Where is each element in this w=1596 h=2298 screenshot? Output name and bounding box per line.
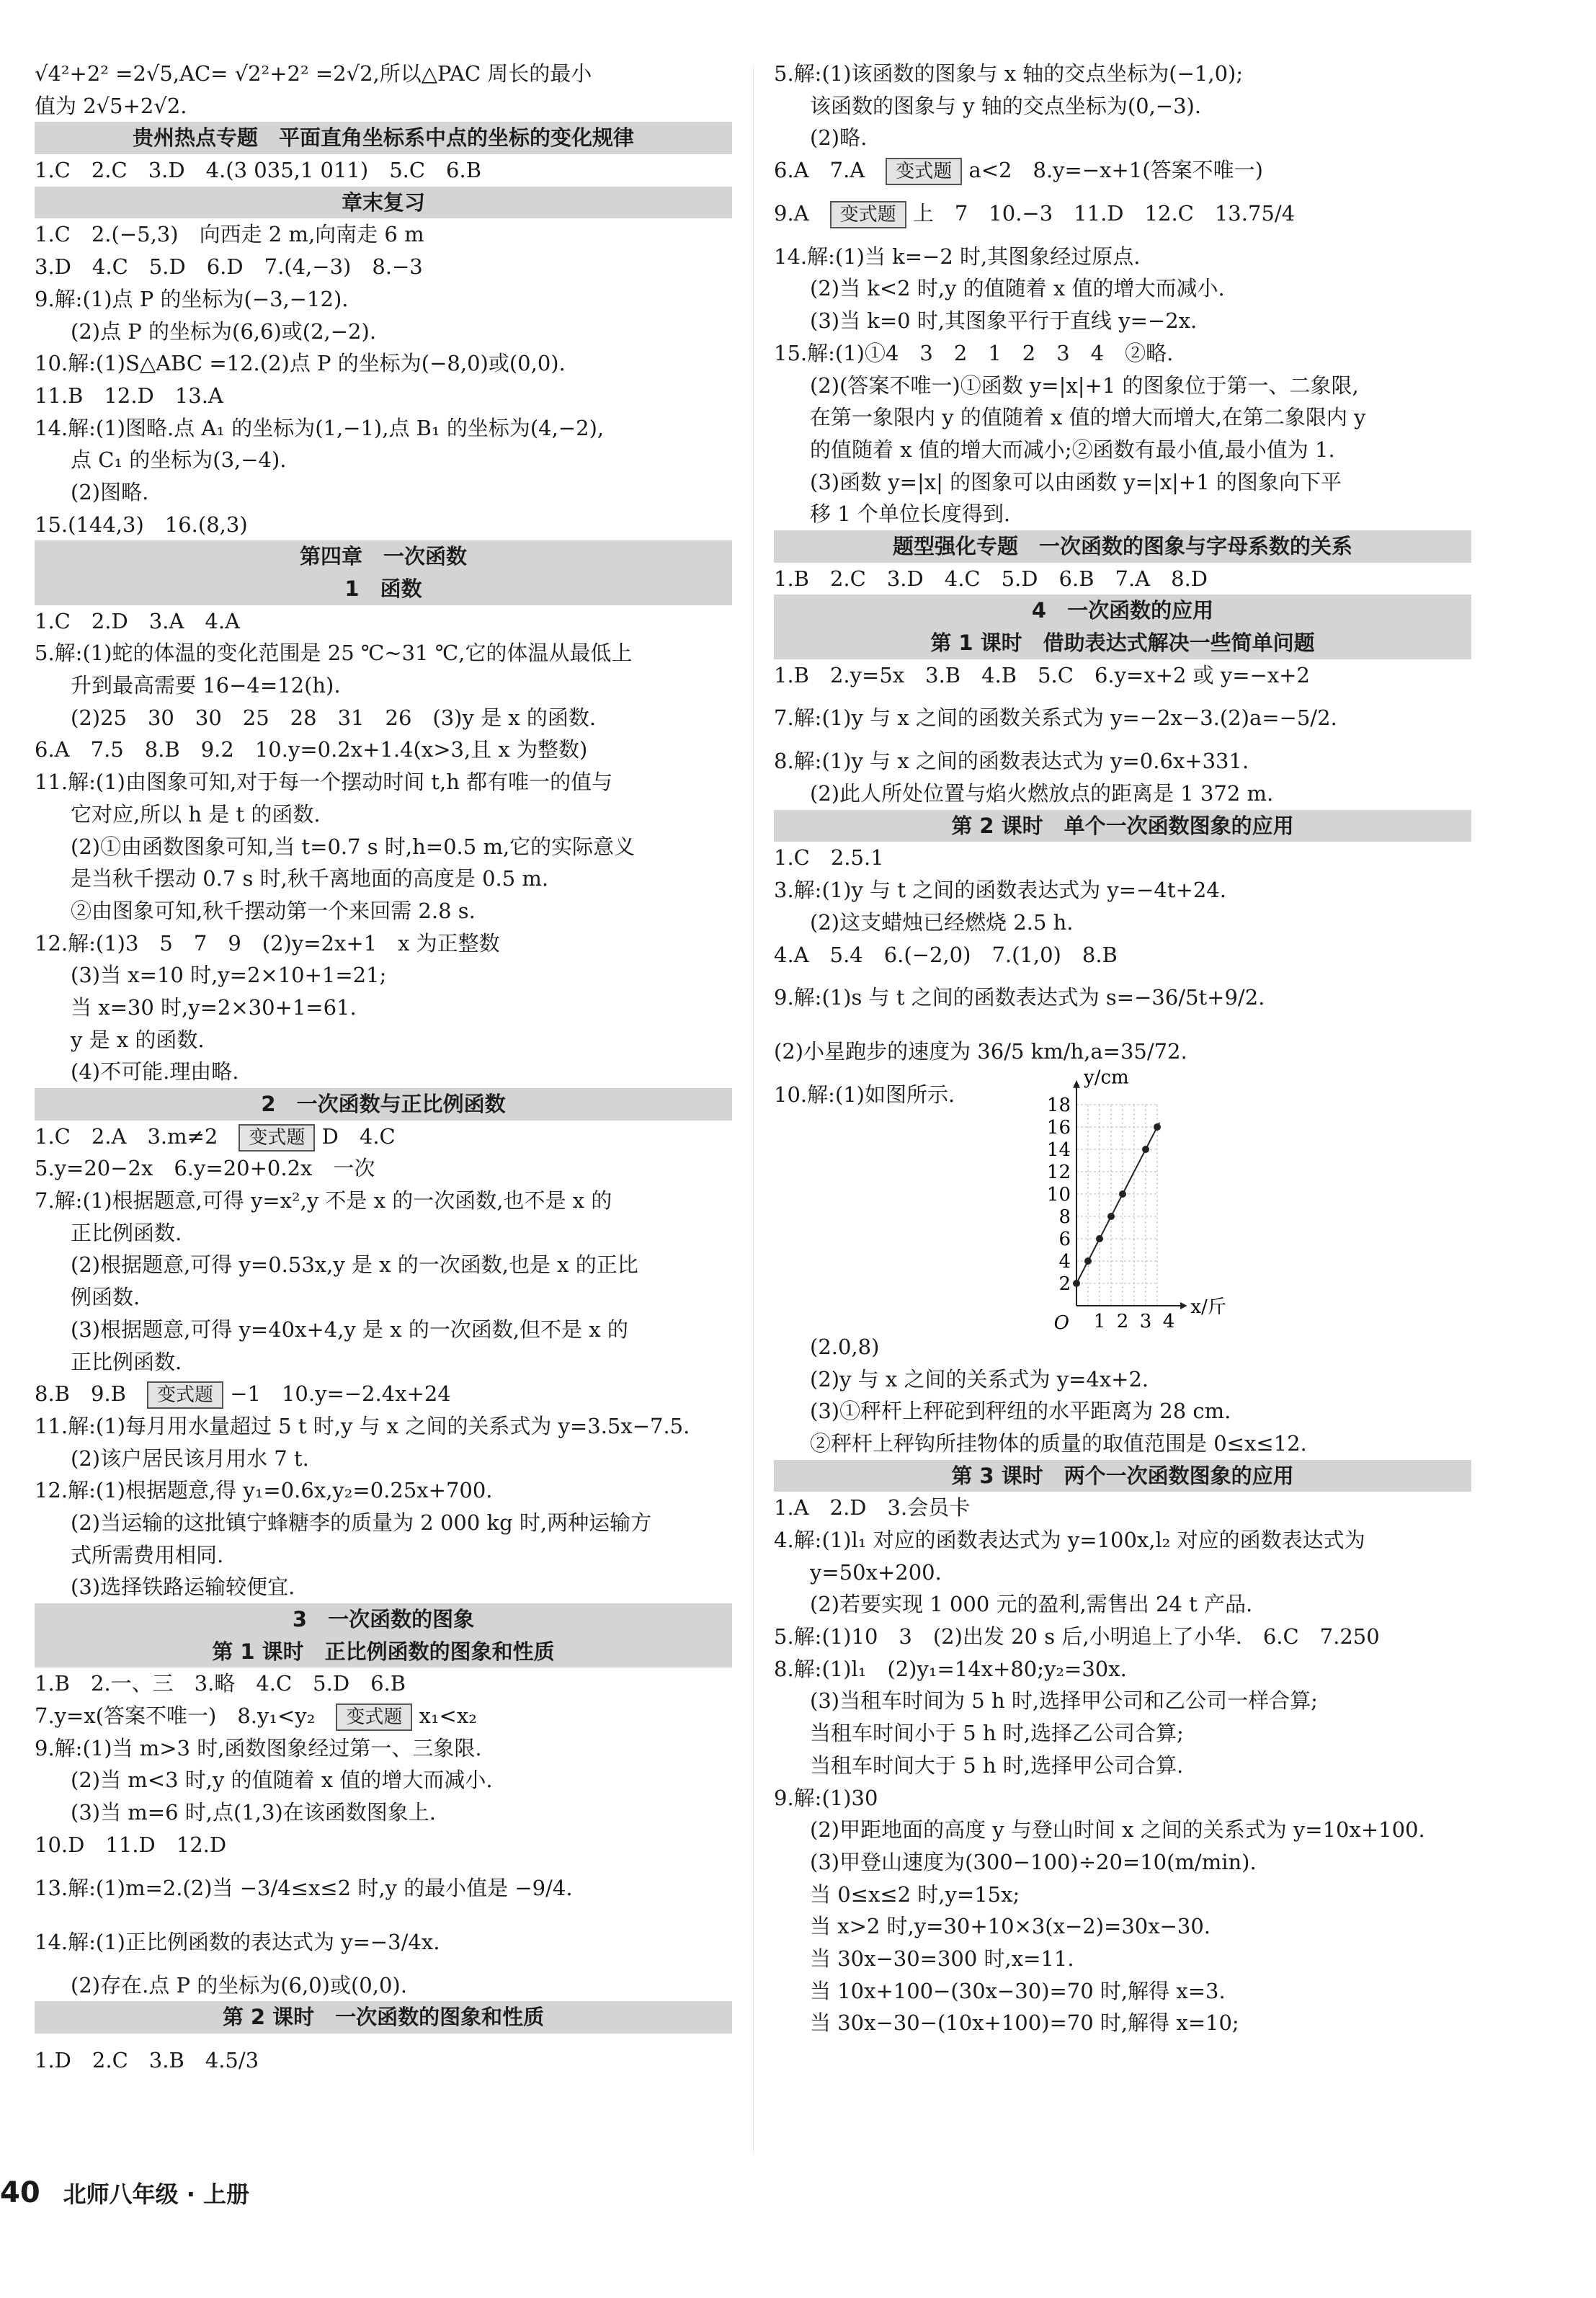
- answer-line: 1.C 2.D 3.A 4.A: [35, 608, 241, 633]
- x-tick-label: 3: [1139, 1310, 1152, 1332]
- data-point: [1096, 1235, 1103, 1242]
- answer-line: 在第一象限内 y 的值随着 x 值的增大而增大,在第二象限内 y: [810, 405, 1366, 430]
- data-point: [1119, 1190, 1126, 1198]
- origin-label: O: [1053, 1311, 1069, 1334]
- answer-line: (2)图略.: [71, 479, 149, 504]
- x-tick-label: 2: [1116, 1310, 1129, 1332]
- answer-line: (3)选择铁路运输较便宜.: [71, 1575, 295, 1600]
- variant-tag: 变式题: [886, 158, 962, 185]
- answer-line: (2)若要实现 1 000 元的盈利,需售出 24 t 产品.: [810, 1592, 1253, 1617]
- section-header: [774, 594, 1471, 659]
- answer-line: (2)这支蜡烛已经燃烧 2.5 h.: [810, 909, 1074, 935]
- section-header: 2 一次函数与正比例函数: [35, 1088, 732, 1121]
- answer-line: 9.解:(1)点 P 的坐标为(−3,−12).: [35, 286, 349, 311]
- answer-line: 1.D 2.C 3.B 4.5/3: [35, 2047, 259, 2072]
- answer-line: 是当秋千摆动 0.7 s 时,秋千离地面的高度是 0.5 m.: [71, 866, 549, 891]
- answer-line: 当租车时间大于 5 h 时,选择甲公司合算.: [810, 1753, 1184, 1778]
- answer-line: (2)25 30 30 25 28 31 26 (3)y 是 x 的函数.: [71, 705, 597, 730]
- answer-line: 1.A 2.D 3.会员卡: [774, 1495, 971, 1520]
- answer-line: 式所需费用相同.: [71, 1542, 224, 1567]
- answer-line: 11.B 12.D 13.A: [35, 383, 223, 408]
- answer-line: 的值随着 x 值的增大而减小;②函数有最小值,最小值为 1.: [810, 437, 1335, 462]
- answer-line: (2)略.: [810, 125, 868, 151]
- section-header: 第 2 课时 一次函数的图象和性质: [35, 2001, 732, 2034]
- answer-line: 9.解:(1)当 m>3 时,函数图象经过第一、三象限.: [35, 1735, 482, 1760]
- section-title: 第四章 一次函数: [299, 544, 467, 569]
- book-title: 北师八年级 · 上册: [63, 2181, 250, 2208]
- section-title: 4 一次函数的应用: [1031, 598, 1214, 623]
- answer-line: √4²+2² =2√5,AC= √2²+2² =2√2,所以△PAC 周长的最小: [35, 61, 592, 86]
- answer-line: 7.解:(1)根据题意,可得 y=x²,y 不是 x 的一次函数,也不是 x 的: [35, 1188, 612, 1213]
- answer-line: ②由图象可知,秋千摆动第一个来回需 2.8 s.: [71, 898, 476, 923]
- data-point: [1142, 1146, 1149, 1153]
- section-header: 题型强化专题 一次函数的图象与字母系数的关系: [774, 530, 1471, 563]
- answer-line: (3)甲登山速度为(300−100)÷20=10(m/min).: [810, 1849, 1257, 1874]
- answer-line: 点 C₁ 的坐标为(3,−4).: [71, 447, 287, 473]
- answer-line: 8.解:(1)y 与 x 之间的函数表达式为 y=0.6x+331.: [774, 749, 1249, 774]
- answer-line: 8.B 9.B 变式题 −1 10.y=−2.4x+24: [35, 1378, 732, 1410]
- answer-line: 1.C 2.C 3.D 4.(3 035,1 011) 5.C 6.B: [35, 158, 482, 183]
- x-axis-label: x/斤: [1190, 1296, 1226, 1318]
- answer-line: 1.C 2.A 3.m≠2 变式题 D 4.C: [35, 1121, 732, 1153]
- answer-line: 正比例函数.: [71, 1349, 182, 1374]
- page-footer: [0, 2176, 249, 2209]
- answer-line: (3)当 x=10 时,y=2×10+1=21;: [71, 963, 387, 988]
- y-tick-label: 8: [1058, 1206, 1071, 1228]
- answer-line: 5.y=20−2x 6.y=20+0.2x 一次: [35, 1156, 375, 1181]
- y-tick-label: 4: [1058, 1250, 1071, 1273]
- answer-line: 14.解:(1)正比例函数的表达式为 y=−3/4x.: [35, 1929, 440, 1954]
- answer-line: 14.解:(1)当 k=−2 时,其图象经过原点.: [774, 244, 1141, 269]
- answer-line: 8.解:(1)l₁ (2)y₁=14x+80;y₂=30x.: [774, 1656, 1127, 1681]
- data-point: [1107, 1213, 1115, 1220]
- variant-tag: 变式题: [238, 1124, 315, 1152]
- answer-line: 例函数.: [71, 1285, 141, 1310]
- answer-line: 15.(144,3) 16.(8,3): [35, 512, 248, 537]
- answer-line: y 是 x 的函数.: [71, 1027, 205, 1052]
- y-axis-label: y/cm: [1084, 1066, 1129, 1089]
- section-header: 章末复习: [35, 187, 732, 219]
- answer-line: (2)①由函数图象可知,当 t=0.7 s 时,h=0.5 m,它的实际意义: [71, 834, 636, 859]
- y-tick-label: 12: [1046, 1161, 1071, 1183]
- x-tick-label: 1: [1093, 1310, 1106, 1332]
- answer-line: 5.解:(1)蛇的体温的变化范围是 25 ℃~31 ℃,它的体温从最低上: [35, 641, 633, 666]
- answer-line: 6.A 7.5 8.B 9.2 10.y=0.2x+1.4(x>3,且 x 为整数): [35, 737, 588, 762]
- answer-line: (4)不可能.理由略.: [71, 1059, 239, 1085]
- answer-line: 6.A 7.A 变式题 a<2 8.y=−x+1(答案不唯一): [774, 154, 1471, 187]
- answer-line: (2)该户居民该月用水 7 t.: [71, 1446, 309, 1471]
- answer-line: 当 x=30 时,y=2×30+1=61.: [71, 994, 357, 1020]
- answer-line: 7.解:(1)y 与 x 之间的函数关系式为 y=−2x−3.(2)a=−5/2.: [774, 705, 1337, 731]
- answer-line: 5.解:(1)该函数的图象与 x 轴的交点坐标为(−1,0);: [774, 61, 1244, 86]
- y-tick-label: 18: [1046, 1094, 1071, 1116]
- variant-tag: 变式题: [336, 1704, 412, 1731]
- answer-line: 该函数的图象与 y 轴的交点坐标为(0,−3).: [810, 93, 1202, 118]
- answer-line: 当 10x+100−(30x−30)=70 时,解得 x=3.: [810, 1978, 1226, 2003]
- answer-line: 15.解:(1)①4 3 2 1 2 3 4 ②略.: [774, 340, 1174, 365]
- answer-line: 1.B 2.C 3.D 4.C 5.D 6.B 7.A 8.D: [774, 566, 1208, 591]
- column-divider: [753, 65, 754, 2155]
- answer-line: 移 1 个单位长度得到.: [810, 502, 1011, 527]
- answer-line: 9.解:(1)30: [774, 1785, 878, 1810]
- answer-line: 12.解:(1)根据题意,得 y₁=0.6x,y₂=0.25x+700.: [35, 1478, 493, 1503]
- answer-line: (2)根据题意,可得 y=0.53x,y 是 x 的一次函数,也是 x 的正比: [71, 1252, 638, 1278]
- y-tick-label: 6: [1058, 1228, 1071, 1250]
- y-tick-label: 2: [1058, 1273, 1071, 1295]
- answer-line: (2)小星跑步的速度为 36/5 km/h,a=35/72.: [774, 1039, 1187, 1064]
- answer-line: 它对应,所以 h 是 t 的函数.: [71, 801, 321, 827]
- answer-line: 值为 2√5+2√2.: [35, 93, 187, 118]
- answer-line: 11.解:(1)每月用水量超过 5 t 时,y 与 x 之间的关系式为 y=3.5x−7.5.: [35, 1413, 690, 1438]
- section-subtitle: 1 函数: [344, 576, 422, 601]
- answer-line: 9.解:(1)s 与 t 之间的函数表达式为 s=−36/5t+9/2.: [774, 985, 1265, 1010]
- answer-line: (3)①秤杆上秤砣到秤纽的水平距离为 28 cm.: [810, 1399, 1231, 1424]
- answer-line: 正比例函数.: [71, 1220, 182, 1245]
- answer-line: 10.解:(1)如图所示.: [774, 1082, 955, 1108]
- section-header: 第 2 课时 单个一次函数图象的应用: [774, 810, 1471, 842]
- y-tick-label: 14: [1046, 1139, 1071, 1161]
- section-header: [35, 1603, 732, 1667]
- answer-line: (3)当 m=6 时,点(1,3)在该函数图象上.: [71, 1800, 436, 1825]
- answer-line: 10.解:(1)S△ABC =12.(2)点 P 的坐标为(−8,0)或(0,0).: [35, 351, 566, 376]
- answer-line: (2)当 m<3 时,y 的值随着 x 值的增大而减小.: [71, 1768, 493, 1793]
- page-number: 40: [0, 2176, 40, 2209]
- section-subtitle: 第 1 课时 正比例函数的图象和性质: [212, 1639, 555, 1664]
- answer-column-left: [35, 58, 732, 2088]
- answer-line: 1.B 2.y=5x 3.B 4.B 5.C 6.y=x+2 或 y=−x+2: [774, 662, 1310, 687]
- x-axis-arrow: [1180, 1302, 1187, 1309]
- answer-line: 11.解:(1)由图象可知,对于每一个摆动时间 t,h 都有唯一的值与: [35, 770, 613, 795]
- answer-line: (3)根据题意,可得 y=40x+4,y 是 x 的一次函数,但不是 x 的: [71, 1317, 628, 1342]
- answer-line: 3.解:(1)y 与 t 之间的函数表达式为 y=−4t+24.: [774, 878, 1226, 903]
- answer-line: 1.C 2.5.1: [774, 845, 884, 870]
- answer-line: 10.D 11.D 12.D: [35, 1832, 227, 1857]
- answer-line: 7.y=x(答案不唯一) 8.y₁<y₂ 变式题 x₁<x₂: [35, 1700, 732, 1732]
- section-header: [35, 540, 732, 605]
- answer-line: 当 30x−30=300 时,x=11.: [810, 1946, 1074, 1971]
- variant-tag: 变式题: [830, 201, 906, 228]
- answer-line: 9.A 变式题 上 7 10.−3 11.D 12.C 13.75/4: [774, 187, 1471, 241]
- answer-line: (2)存在.点 P 的坐标为(6,0)或(0,0).: [71, 1972, 407, 1998]
- section-header: 第 3 课时 两个一次函数图象的应用: [774, 1460, 1471, 1492]
- section-title: 3 一次函数的图象: [292, 1607, 475, 1632]
- answer-line: 3.D 4.C 5.D 6.D 7.(4,−3) 8.−3: [35, 254, 423, 280]
- answer-line: 13.解:(1)m=2.(2)当 −3/4≤x≤2 时,y 的最小值是 −9/4.: [35, 1875, 573, 1900]
- y-tick-label: 10: [1046, 1183, 1071, 1206]
- answer-line: 4.解:(1)l₁ 对应的函数表达式为 y=100x,l₂ 对应的函数表达式为: [774, 1528, 1365, 1553]
- data-point: [1073, 1280, 1080, 1287]
- data-point: [1154, 1123, 1161, 1131]
- answer-line: 升到最高需要 16−4=12(h).: [71, 673, 341, 698]
- answer-line: 14.解:(1)图略.点 A₁ 的坐标为(1,−1),点 B₁ 的坐标为(4,−2),: [35, 415, 605, 440]
- answer-line: (2)(答案不唯一)①函数 y=|x|+1 的图象位于第一、二象限,: [810, 373, 1359, 398]
- answer-line: (3)当租车时间为 5 h 时,选择甲公司和乙公司一样合算;: [810, 1688, 1318, 1714]
- answer-column-right: [774, 58, 1471, 2039]
- answer-line: (3)函数 y=|x| 的图象可以由函数 y=|x|+1 的图象向下平: [810, 469, 1342, 494]
- answer-line: ②秤杆上秤钩所挂物体的质量的取值范围是 0≤x≤12.: [810, 1430, 1307, 1456]
- answer-line: 当 x>2 时,y=30+10×3(x−2)=30x−30.: [810, 1914, 1211, 1939]
- answer-line: (2)当 k<2 时,y 的值随着 x 值的增大而减小.: [810, 276, 1225, 301]
- answer-line: (3)当 k=0 时,其图象平行于直线 y=−2x.: [810, 308, 1198, 334]
- answer-line: (2)点 P 的坐标为(6,6)或(2,−2).: [71, 319, 377, 344]
- answer-line: (2)甲距地面的高度 y 与登山时间 x 之间的关系式为 y=10x+100.: [810, 1817, 1425, 1843]
- x-tick-label: 4: [1162, 1310, 1175, 1332]
- answer-line: 当 30x−30−(10x+100)=70 时,解得 x=10;: [810, 2010, 1239, 2036]
- section-subtitle: 第 1 课时 借助表达式解决一些简单问题: [930, 631, 1315, 655]
- answer-line: 当 0≤x≤2 时,y=15x;: [810, 1881, 1020, 1907]
- answer-line: 1.C 2.(−5,3) 向西走 2 m,向南走 6 m: [35, 222, 424, 247]
- answer-line: 4.A 5.4 6.(−2,0) 7.(1,0) 8.B: [774, 942, 1118, 967]
- answer-line: 1.B 2.一、三 3.略 4.C 5.D 6.B: [35, 1671, 406, 1696]
- variant-tag: 变式题: [147, 1381, 223, 1409]
- answer-line: 当租车时间小于 5 h 时,选择乙公司合算;: [810, 1721, 1184, 1746]
- answer-line: (2.0,8): [810, 1334, 880, 1359]
- answer-line: 5.解:(1)10 3 (2)出发 20 s 后,小明追上了小华. 6.C 7.250: [774, 1624, 1380, 1649]
- answer-line: 12.解:(1)3 5 7 9 (2)y=2x+1 x 为正整数: [35, 930, 500, 956]
- answer-line: (2)y 与 x 之间的关系式为 y=4x+2.: [810, 1366, 1149, 1391]
- y-tick-label: 16: [1046, 1116, 1071, 1139]
- section-header: 贵州热点专题 平面直角坐标系中点的坐标的变化规律: [35, 122, 732, 154]
- answer-line: (2)此人所处位置与焰火燃放点的距离是 1 372 m.: [810, 781, 1274, 806]
- answer-line: y=50x+200.: [810, 1559, 942, 1585]
- data-point: [1084, 1257, 1092, 1265]
- answer-line: (2)当运输的这批镇宁蜂糖李的质量为 2 000 kg 时,两种运输方: [71, 1510, 652, 1535]
